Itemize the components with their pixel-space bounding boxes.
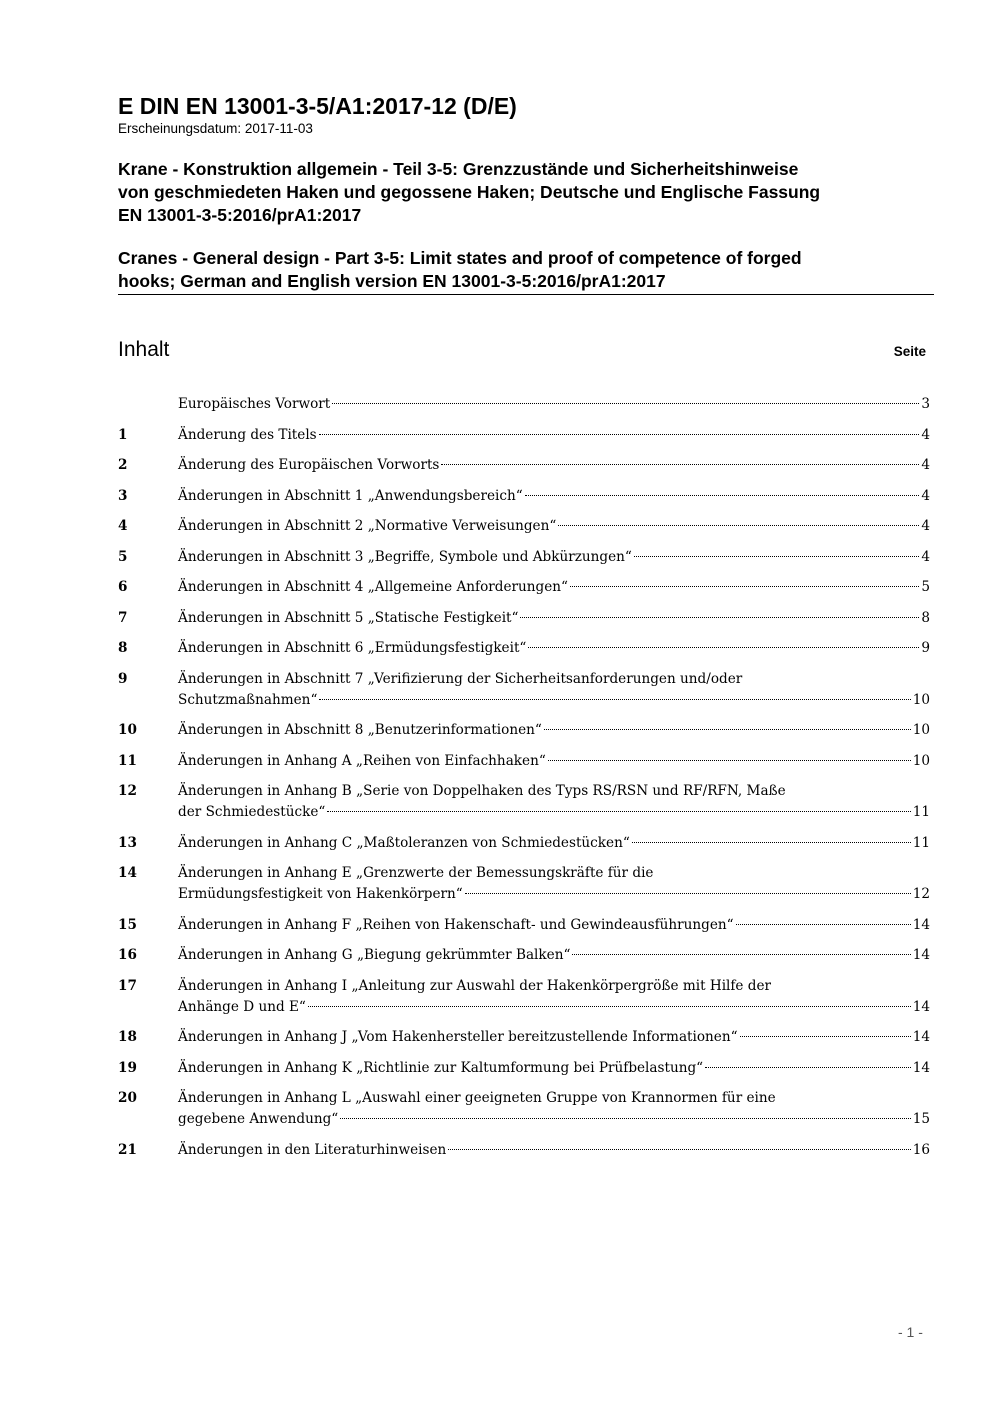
toc-entry[interactable] [118, 863, 930, 905]
toc-entry-line [178, 751, 930, 772]
toc-entry-number: 1 [118, 426, 128, 443]
toc-entry-line [178, 516, 930, 537]
toc-entry-body [178, 547, 930, 568]
toc-entry[interactable] [118, 608, 930, 629]
toc-entry-page: 10 [912, 722, 930, 738]
toc-entry-line [178, 915, 930, 936]
toc-title: Inhalt [118, 338, 170, 361]
toc-entry[interactable] [118, 781, 930, 823]
toc-entry-line [178, 425, 930, 446]
toc-entry-title: der Schmiedestücke“ [178, 804, 326, 820]
toc-entry-number: 3 [118, 487, 128, 504]
dot-leader [634, 556, 919, 557]
toc-entry-body [178, 976, 930, 1018]
toc-entry[interactable] [118, 425, 930, 446]
toc-entry-body [178, 608, 930, 629]
toc-entry-body [178, 669, 930, 711]
toc-heading [118, 338, 926, 362]
dot-leader [319, 699, 910, 700]
toc-entry-title: Änderungen in Anhang G „Biegung gekrümmter Balken“ [178, 947, 571, 963]
dot-leader [528, 647, 919, 648]
dot-leader [319, 434, 920, 435]
toc-entry[interactable] [118, 1058, 930, 1079]
dot-leader [632, 842, 911, 843]
toc-entry-body [178, 1058, 930, 1079]
dot-leader [572, 954, 910, 955]
toc-entry-title: Änderungen in Abschnitt 6 „Ermüdungsfestigkeit“ [178, 640, 527, 656]
toc-entry-page: 4 [921, 548, 930, 565]
toc-entry[interactable] [118, 455, 930, 476]
dot-leader [340, 1118, 910, 1119]
toc-entry-body [178, 425, 930, 446]
dot-leader [441, 464, 919, 465]
toc-entry-body [178, 455, 930, 476]
toc-entry-number: 21 [118, 1141, 137, 1158]
toc-entry-title: Änderung des Titels [178, 426, 317, 443]
dot-leader [327, 811, 910, 812]
toc-entry-line [178, 884, 930, 905]
header-divider [118, 294, 934, 295]
toc-entry-line [178, 455, 930, 476]
toc-entry-number: 5 [118, 548, 128, 565]
toc-entry-number [118, 394, 178, 415]
dot-leader [308, 1006, 911, 1007]
toc-entry-title: Änderungen in Abschnitt 2 „Normative Verweisungen“ [178, 518, 557, 534]
toc-entry[interactable] [118, 915, 930, 936]
toc-entry-body [178, 486, 930, 507]
toc-entry-number: 4 [118, 518, 128, 534]
toc-entry-number: 6 [118, 579, 128, 595]
toc-entry[interactable] [118, 669, 930, 711]
toc-entry[interactable] [118, 1140, 930, 1161]
dot-leader [520, 617, 919, 618]
toc-entry-text-line: Änderungen in Anhang E „Grenzwerte der Bemessungskräfte für die [178, 865, 654, 881]
document-header [118, 92, 934, 295]
toc-entry-number: 13 [118, 834, 137, 851]
dot-leader [448, 1149, 910, 1150]
toc-entry-page: 11 [912, 834, 930, 851]
toc-entry-title: Änderungen in Anhang C „Maßtoleranzen von Schmiedestücken“ [178, 834, 630, 851]
toc-entry-number: 15 [118, 916, 137, 933]
toc-entry-line [178, 394, 930, 415]
toc-entry[interactable] [118, 394, 930, 415]
toc-entry-body [178, 833, 930, 854]
table-of-contents [118, 394, 930, 1170]
toc-entry-page: 11 [912, 804, 930, 820]
toc-entry-title: Änderungen in den Literaturhinweisen [178, 1141, 447, 1158]
toc-entry-title: Änderung des Europäischen Vorworts [178, 457, 440, 473]
toc-entry-page: 16 [912, 1141, 930, 1158]
toc-entry[interactable] [118, 1088, 930, 1130]
toc-entry-line [178, 945, 930, 966]
dot-leader [558, 525, 919, 526]
toc-entry-number: 20 [118, 1090, 137, 1106]
toc-entry-line [178, 1058, 930, 1079]
toc-entry-number: 14 [118, 865, 137, 881]
toc-entry-body [178, 394, 930, 415]
toc-entry-body [178, 751, 930, 772]
toc-entry-line [178, 1140, 930, 1161]
toc-entry-page: 4 [921, 457, 930, 473]
toc-entry-title: Änderungen in Abschnitt 8 „Benutzerinformationen“ [178, 722, 542, 738]
toc-entry-number: 10 [118, 722, 137, 738]
title-english [118, 247, 934, 293]
toc-entry-body [178, 945, 930, 966]
toc-entry-title: Änderungen in Anhang A „Reihen von Einfachhaken“ [178, 752, 546, 769]
dot-leader [332, 403, 919, 404]
title-german-line: von geschmiedeten Haken und gegossene Haken; Deutsche und Englische Fassung [118, 182, 821, 202]
toc-entry[interactable] [118, 720, 930, 741]
toc-entry-title: Änderungen in Anhang K „Richtlinie zur Kaltumformung bei Prüfbelastung“ [178, 1059, 704, 1076]
toc-entry-page: 14 [912, 947, 930, 963]
toc-entry-page: 3 [921, 396, 930, 412]
toc-entry-line [178, 833, 930, 854]
toc-entry-number: 17 [118, 977, 137, 994]
toc-entry-line [178, 577, 930, 598]
toc-entry[interactable] [118, 976, 930, 1018]
toc-entry-number: 11 [118, 752, 137, 769]
toc-entry-text-line: Änderungen in Abschnitt 7 „Verifizierung der Sicherheitsanforderungen und/oder [178, 670, 743, 687]
toc-entry-page: 5 [921, 579, 930, 595]
toc-entry-title: Ermüdungsfestigkeit von Hakenkörpern“ [178, 886, 463, 902]
toc-entry-line [178, 608, 930, 629]
toc-entry-title: Änderungen in Abschnitt 5 „Statische Festigkeit“ [178, 609, 519, 626]
toc-entry-line [178, 1027, 930, 1048]
toc-entry-page: 10 [912, 752, 930, 769]
toc-entry-number: 12 [118, 783, 137, 799]
toc-entry-body [178, 1027, 930, 1048]
toc-entry-title: Schutzmaßnahmen“ [178, 691, 318, 708]
toc-entry-body [178, 1088, 930, 1130]
dot-leader [525, 495, 920, 496]
toc-entry-page: 10 [912, 691, 930, 708]
toc-entry-page: 15 [912, 1111, 930, 1127]
toc-entry[interactable] [118, 638, 930, 659]
toc-entry[interactable] [118, 945, 930, 966]
toc-entry-line [178, 486, 930, 507]
toc-entry-page: 12 [912, 886, 930, 902]
toc-entry-line [178, 547, 930, 568]
toc-entry-text-line: Änderungen in Anhang B „Serie von Doppelhaken des Typs RS/RSN und RF/RFN, Maße [178, 783, 786, 799]
publication-date: Erscheinungsdatum: 2017-11-03 [118, 121, 313, 136]
toc-entry-body [178, 1140, 930, 1161]
toc-entry-text-line: Änderungen in Anhang I „Anleitung zur Auswahl der Hakenkörpergröße mit Hilfe der [178, 977, 772, 994]
title-german [118, 158, 934, 227]
dot-leader [705, 1067, 911, 1068]
toc-entry[interactable] [118, 516, 930, 537]
toc-entry-page: 8 [921, 609, 930, 626]
toc-entry-title: Änderungen in Anhang J „Vom Hakenhersteller bereitzustellende Informationen“ [178, 1029, 738, 1045]
toc-entry-title: Änderungen in Abschnitt 4 „Allgemeine Anforderungen“ [178, 579, 568, 595]
dot-leader [544, 729, 911, 730]
toc-entry-number: 9 [118, 670, 128, 687]
toc-entry-body [178, 638, 930, 659]
toc-entry-page: 14 [912, 998, 930, 1015]
toc-entry-page: 14 [912, 1029, 930, 1045]
toc-entry[interactable] [118, 833, 930, 854]
dot-leader [570, 586, 919, 587]
toc-entry-title: gegebene Anwendung“ [178, 1111, 339, 1127]
toc-entry-body [178, 516, 930, 537]
toc-entry-number: 18 [118, 1029, 137, 1045]
dot-leader [736, 924, 911, 925]
toc-entry-body [178, 781, 930, 823]
dot-leader [740, 1036, 911, 1037]
toc-entry-number: 2 [118, 457, 128, 473]
title-english-line: hooks; German and English version EN 13001-3-5:2016/prA1:2017 [118, 271, 666, 291]
dot-leader [548, 760, 911, 761]
toc-entry-line [178, 802, 930, 823]
toc-entry-number: 16 [118, 947, 137, 963]
title-german-line: Krane - Konstruktion allgemein - Teil 3-5: Grenzzustände und Sicherheitshinweise [118, 159, 799, 179]
toc-entry-title: Europäisches Vorwort [178, 396, 331, 412]
toc-entry-title: Änderungen in Anhang F „Reihen von Hakenschaft- und Gewindeausführungen“ [178, 916, 734, 933]
toc-entry-line [178, 720, 930, 741]
toc-entry-line [178, 638, 930, 659]
toc-entry-page: 4 [921, 487, 930, 504]
toc-entry-number: 19 [118, 1059, 137, 1076]
toc-entry-title: Änderungen in Abschnitt 1 „Anwendungsbereich“ [178, 487, 523, 504]
toc-entry-title: Änderungen in Abschnitt 3 „Begriffe, Symbole und Abkürzungen“ [178, 548, 632, 565]
toc-entry-body [178, 577, 930, 598]
toc-entry-number: 7 [118, 609, 128, 626]
toc-entry-number: 8 [118, 640, 128, 656]
dot-leader [465, 893, 911, 894]
toc-entry-body [178, 720, 930, 741]
toc-entry-page: 14 [912, 916, 930, 933]
toc-entry-body [178, 915, 930, 936]
toc-entry[interactable] [118, 486, 930, 507]
toc-entry-title: Anhänge D und E“ [178, 998, 306, 1015]
toc-entry-page: 4 [921, 426, 930, 443]
toc-entry-page: 4 [921, 518, 930, 534]
toc-entry[interactable] [118, 751, 930, 772]
title-german-line: EN 13001-3-5:2016/prA1:2017 [118, 205, 362, 225]
title-english-line: Cranes - General design - Part 3-5: Limit states and proof of competence of forged [118, 248, 802, 268]
toc-page-label: Seite [893, 344, 926, 359]
toc-entry[interactable] [118, 1027, 930, 1048]
toc-entry-line [178, 1109, 930, 1130]
toc-entry-line [178, 690, 930, 711]
toc-entry-text-line: Änderungen in Anhang L „Auswahl einer geeigneten Gruppe von Krannormen für eine [178, 1090, 776, 1106]
toc-entry-body [178, 863, 930, 905]
document-id: E DIN EN 13001-3-5/A1:2017-12 (D/E) [118, 93, 517, 119]
toc-entry-line [178, 997, 930, 1018]
toc-entry[interactable] [118, 547, 930, 568]
toc-entry[interactable] [118, 577, 930, 598]
toc-entry-page: 9 [921, 640, 930, 656]
page-number: - 1 - [898, 1324, 923, 1340]
toc-entry-page: 14 [912, 1059, 930, 1076]
